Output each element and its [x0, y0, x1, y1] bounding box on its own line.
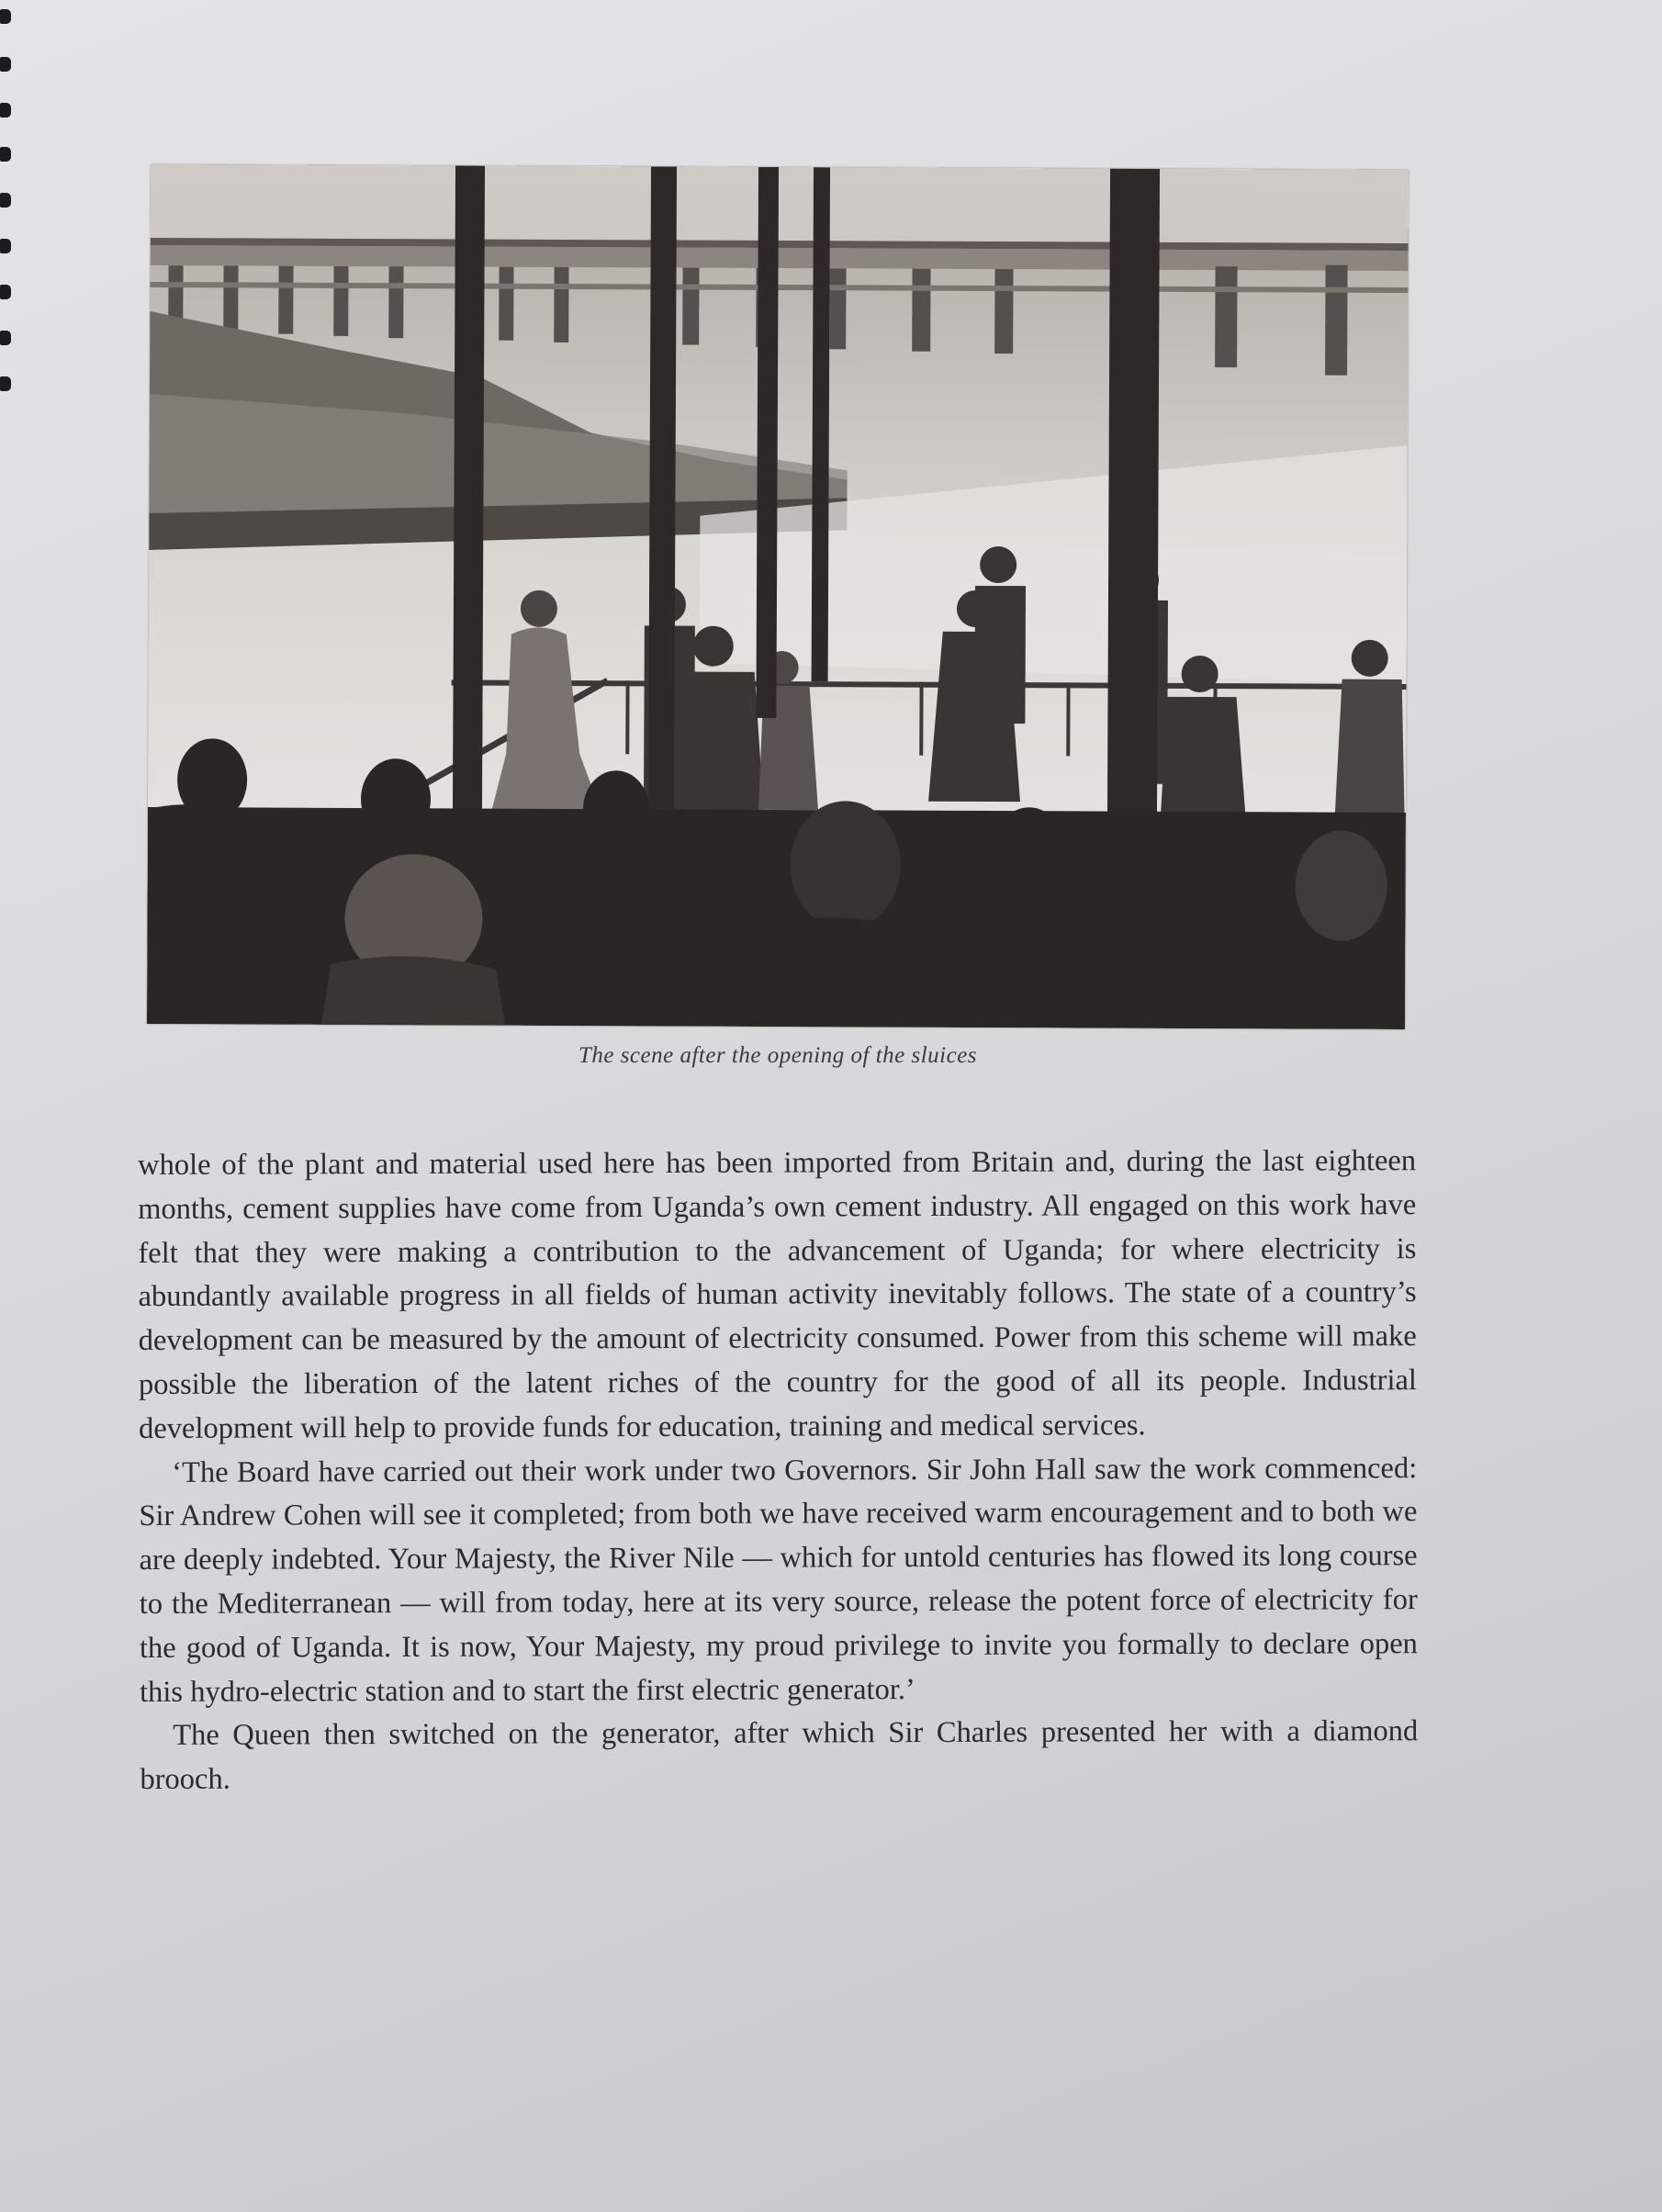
- paragraph-3: The Queen then switched on the generator, after which Sir Charles presented her with a diamond brooch.: [140, 1714, 1419, 1797]
- paragraph-1: whole of the plant and material used here has been imported from Britain and, during the last eighteen months, cement supplies have come from Uganda’s own cement industry. All engaged on this work have felt that they were making a contribution to the advancement of Uganda; for where electricity is abundantly available progress in all fields of human activity inevitably follows. The state of a country’s development can be measured by the amount of electricity consumed. Power from this scheme will make possible the liberation of the latent riches of the country for the good of all its people. Industrial development will help to provide funds for education, training and medical services.: [138, 1144, 1417, 1445]
- spiral-binding: [0, 9, 13, 395]
- ceremony-photo-drawing: [147, 164, 1409, 1029]
- body-text: [138, 1140, 1418, 1802]
- ceremony-photo: [147, 164, 1409, 1029]
- paragraph-2: ‘The Board have carried out their work under two Governors. Sir John Hall saw the work commenced: Sir Andrew Cohen will see it completed; from both we have received warm encouragement and to both we are deeply indebted. Your Majesty, the River Nile — which for untold centuries has flowed its long course to the Mediterranean — will from today, here at its very source, release the potent force of electricity for the good of Uganda. It is now, Your Majesty, my proud privilege to invite you formally to declare open this hydro-electric station and to start the first electric generator.’: [139, 1451, 1418, 1709]
- photo-caption: The scene after the opening of the sluices: [578, 1043, 978, 1068]
